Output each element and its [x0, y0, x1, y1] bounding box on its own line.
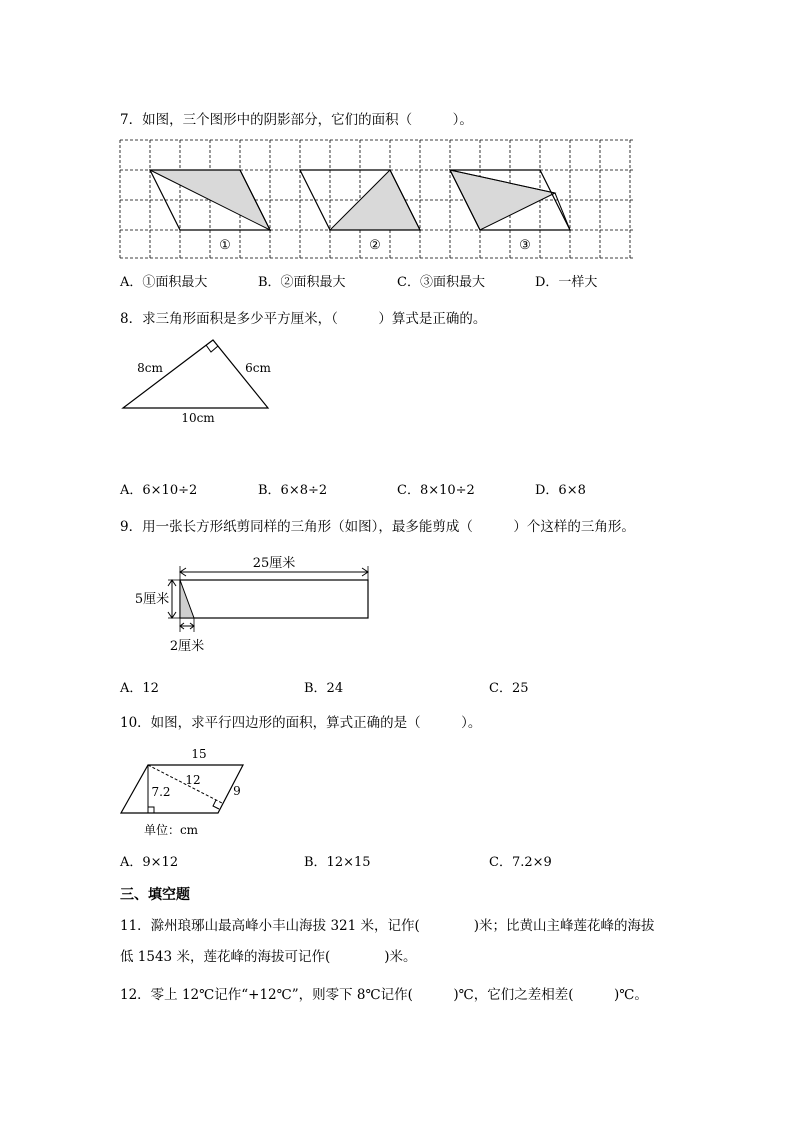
q9-option-c: C．25 [489, 681, 529, 696]
q8-option-d: D．6×8 [535, 483, 586, 498]
q10-option-b: B．12×15 [304, 855, 371, 870]
q10-option-c: C．7.2×9 [489, 855, 552, 870]
q7-option-b: B．②面积最大 [258, 275, 346, 290]
q12-text: 12．零上 12℃记作“+12℃”，则零下 8℃记作( )℃，它们之差相差( )℃。 [120, 987, 648, 1003]
q8-option-a: A．6×10÷2 [120, 483, 198, 498]
section-title-fill-blank: 三、填空题 [120, 887, 190, 903]
q10-label-top: 15 [191, 747, 207, 761]
q10-label-height: 7.2 [151, 785, 171, 799]
q9-label-width: 2厘米 [169, 639, 205, 654]
q7-label-1: ① [219, 238, 231, 253]
q7-label-2: ② [369, 238, 381, 253]
q7-option-c: C．③面积最大 [397, 275, 485, 290]
q8-option-c: C．8×10÷2 [397, 483, 475, 498]
q10-label-unit: 单位：cm [143, 823, 199, 837]
q8-triangle-figure [110, 335, 290, 430]
q10-text: 10．如图，求平行四边形的面积，算式正确的是（ ）。 [120, 715, 482, 731]
q9-text: 9．用一张长方形纸剪同样的三角形（如图），最多能剪成（ ）个这样的三角形。 [120, 519, 635, 535]
q10-option-a: A．9×12 [120, 855, 179, 870]
q11-line-1: 11．滁州琅琊山最高峰小丰山海拔 321 米，记作( )米；比黄山主峰莲花峰的海拔 [120, 918, 655, 934]
q9-rectangle-figure [130, 552, 380, 657]
q7-shade-3 [450, 170, 555, 230]
q7-text: 7．如图，三个图形中的阴影部分，它们的面积（ ）。 [120, 112, 473, 128]
q7-figure [118, 138, 636, 260]
q10-parallelogram-figure [115, 743, 265, 840]
q10-label-diag: 12 [185, 773, 201, 787]
q8-text: 8．求三角形面积是多少平方厘米，（ ）算式是正确的。 [120, 311, 487, 327]
q8-label-base: 10cm [181, 411, 215, 425]
q8-option-b: B．6×8÷2 [258, 483, 328, 498]
q11-line-2: 低 1543 米，莲花峰的海拔可记作( )米。 [120, 949, 417, 965]
q8-label-right: 6cm [245, 361, 271, 375]
q9-label-length: 25厘米 [252, 556, 296, 571]
q7-option-d: D．一样大 [535, 275, 598, 290]
q7-label-3: ③ [519, 238, 531, 253]
q9-option-a: A．12 [120, 681, 159, 696]
q10-label-side: 9 [233, 784, 241, 798]
q9-option-b: B．24 [304, 681, 344, 696]
q7-option-a: A．①面积最大 [120, 275, 208, 290]
q9-label-height: 5厘米 [134, 592, 170, 607]
q8-label-left: 8cm [137, 361, 163, 375]
